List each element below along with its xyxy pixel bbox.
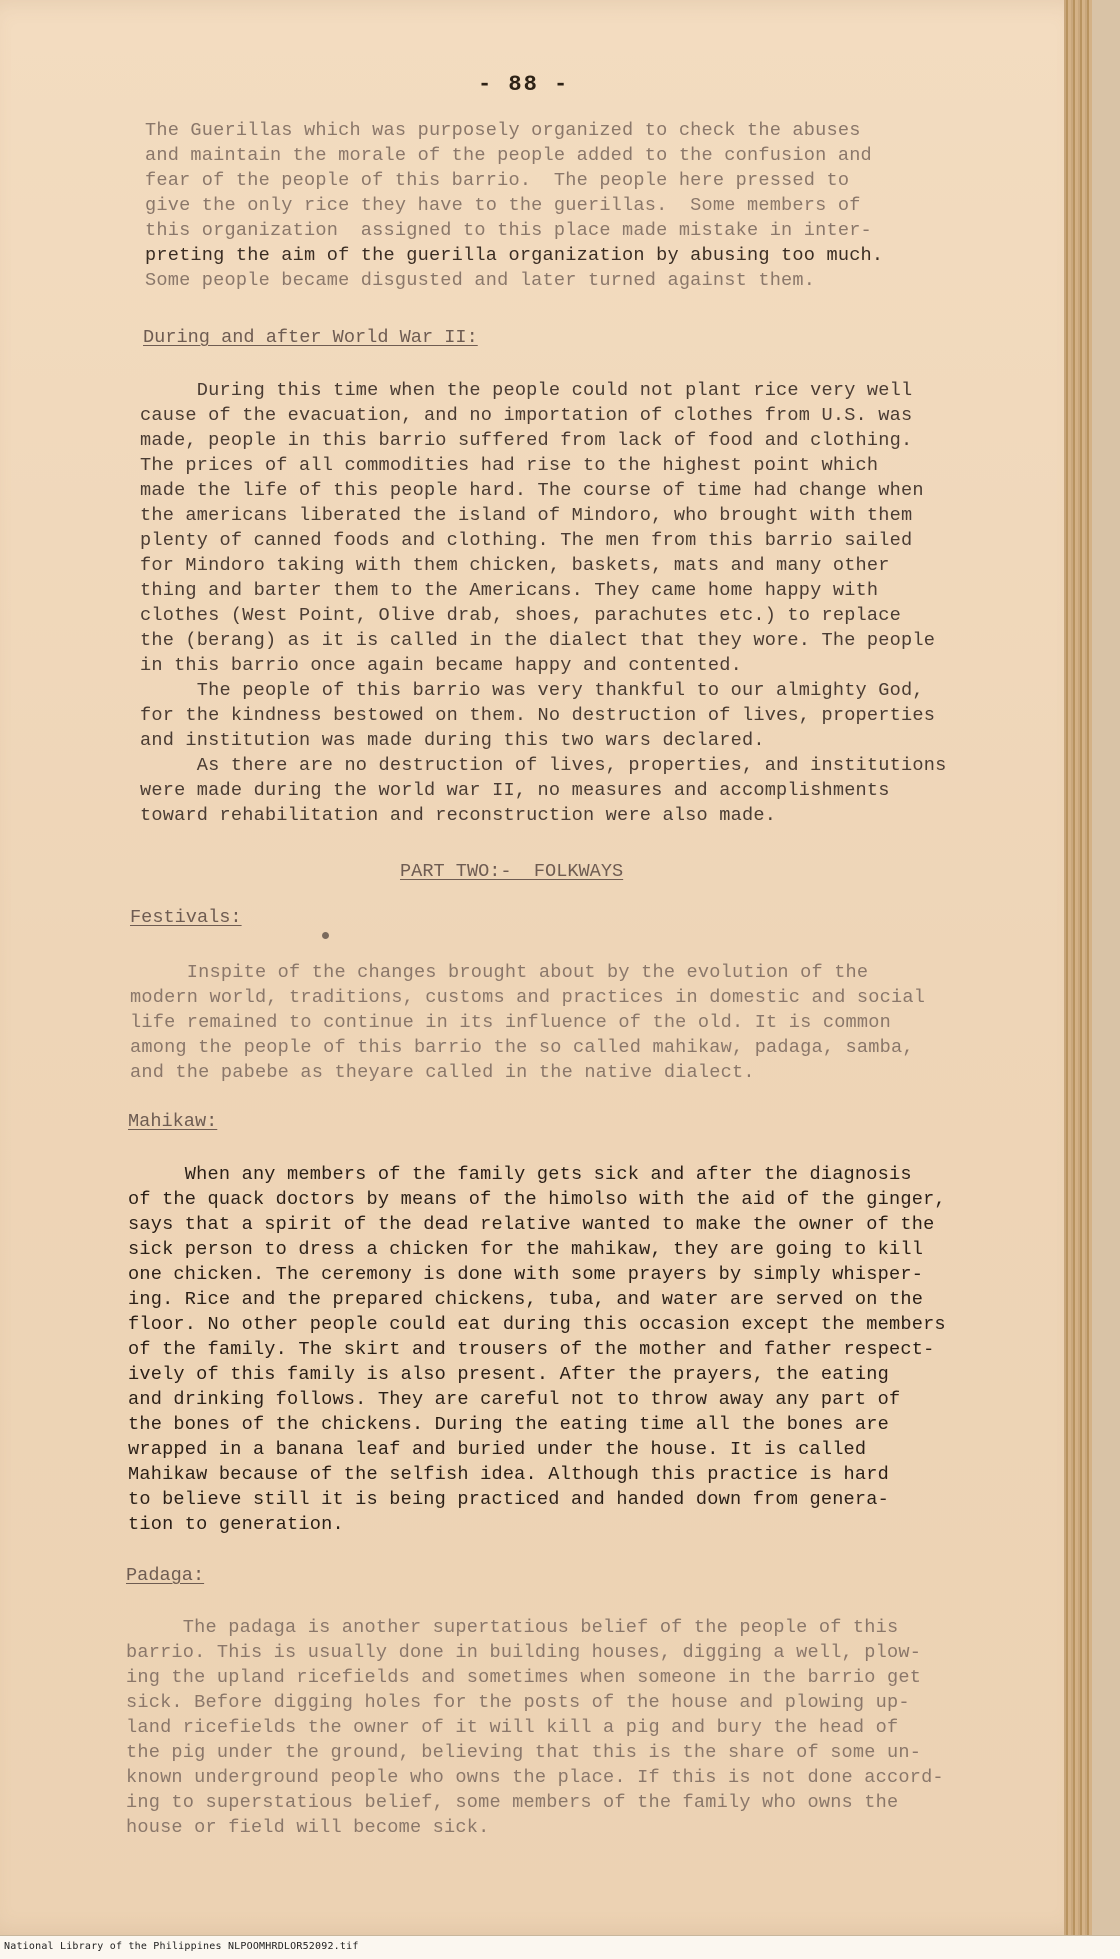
- paragraph-guerillas: [145, 118, 883, 293]
- text-line: give the only rice they have to the guerillas. Some members of: [145, 195, 861, 216]
- text-line: ing the upland ricefields and sometimes when someone in the barrio get: [126, 1667, 922, 1688]
- text-line: and institution was made during this two wars declared.: [140, 730, 765, 751]
- text-line: to believe still it is being practiced and handed down from genera-: [128, 1489, 889, 1510]
- text-line: one chicken. The ceremony is done with some prayers by simply whisper-: [128, 1264, 924, 1285]
- text-line: wrapped in a banana leaf and buried under the house. It is called: [128, 1439, 867, 1460]
- text-line: Mahikaw because of the selfish idea. Although this practice is hard: [128, 1464, 889, 1485]
- text-line: of the family. The skirt and trousers of the mother and father respect-: [128, 1339, 935, 1360]
- text-line: among the people of this barrio the so called mahikaw, padaga, samba,: [130, 1037, 914, 1058]
- text-line: for the kindness bestowed on them. No destruction of lives, properties: [140, 705, 936, 726]
- text-line: The padaga is another supertatious belief of the people of this: [126, 1617, 899, 1638]
- text-line: clothes (West Point, Olive drab, shoes, parachutes etc.) to replace: [140, 605, 901, 626]
- text-line: of the quack doctors by means of the himolso with the aid of the ginger,: [128, 1189, 946, 1210]
- text-line: made, people in this barrio suffered from lack of food and clothing.: [140, 430, 913, 451]
- part-two-heading: PART TWO:- FOLKWAYS: [400, 861, 624, 882]
- text-line: ing. Rice and the prepared chickens, tuba, and water are served on the: [128, 1289, 924, 1310]
- text-line: ing to superstatious belief, some members of the family who owns the: [126, 1792, 899, 1813]
- text-line: the americans liberated the island of Mindoro, who brought with them: [140, 505, 913, 526]
- text-line: barrio. This is usually done in building houses, digging a well, plow-: [126, 1642, 922, 1663]
- text-line: Some people became disgusted and later turned against them.: [145, 270, 816, 291]
- text-line: for Mindoro taking with them chicken, baskets, mats and many other: [140, 555, 890, 576]
- section-heading-padaga: Padaga:: [126, 1565, 205, 1586]
- text-line: Inspite of the changes brought about by the evolution of the: [130, 962, 869, 983]
- text-line: life remained to continue in its influence of the old. It is common: [130, 1012, 891, 1033]
- text-line: were made during the world war II, no measures and accomplishments: [140, 780, 890, 801]
- text-line: sick. Before digging holes for the posts of the house and plowing up-: [126, 1692, 910, 1713]
- text-line: preting the aim of the guerilla organization by abusing too much.: [145, 245, 884, 266]
- page-binding-edge: [1064, 0, 1092, 1935]
- section-heading-mahikaw: Mahikaw:: [128, 1111, 218, 1132]
- text-line: the pig under the ground, believing that this is the share of some un-: [126, 1742, 922, 1763]
- section-heading-ww2: During and after World War II:: [143, 327, 478, 348]
- text-line: toward rehabilitation and reconstruction were also made.: [140, 805, 777, 826]
- text-line: As there are no destruction of lives, properties, and institutions: [140, 755, 947, 776]
- text-line: in this barrio once again became happy and contented.: [140, 655, 742, 676]
- text-line: the bones of the chickens. During the eating time all the bones are: [128, 1414, 889, 1435]
- text-line: thing and barter them to the Americans. They came home happy with: [140, 580, 879, 601]
- text-line: cause of the evacuation, and no importation of clothes from U.S. was: [140, 405, 913, 426]
- page-number: - 88 -: [478, 72, 570, 97]
- text-line: sick person to dress a chicken for the mahikaw, they are going to kill: [128, 1239, 924, 1260]
- text-line: The prices of all commodities had rise to the highest point which: [140, 455, 879, 476]
- text-line: fear of the people of this barrio. The people here pressed to: [145, 170, 850, 191]
- text-line: ively of this family is also present. After the prayers, the eating: [128, 1364, 889, 1385]
- text-line: and drinking follows. They are careful not to throw away any part of: [128, 1389, 901, 1410]
- text-line: land ricefields the owner of it will kill a pig and bury the head of: [126, 1717, 899, 1738]
- text-line: and maintain the morale of the people added to the confusion and: [145, 145, 872, 166]
- text-line: The Guerillas which was purposely organized to check the abuses: [145, 120, 861, 141]
- text-line: house or field will become sick.: [126, 1817, 490, 1838]
- text-line: floor. No other people could eat during this occasion except the members: [128, 1314, 946, 1335]
- section-heading-festivals: Festivals:: [130, 907, 242, 928]
- text-line: this organization assigned to this place made mistake in inter-: [145, 220, 872, 241]
- ink-dot: [322, 932, 329, 939]
- paragraph-ww2: [140, 378, 946, 828]
- paragraph-mahikaw: [128, 1162, 946, 1537]
- text-line: plenty of canned foods and clothing. The men from this barrio sailed: [140, 530, 913, 551]
- text-line: known underground people who owns the place. If this is not done accord-: [126, 1767, 944, 1788]
- text-line: During this time when the people could not plant rice very well: [140, 380, 913, 401]
- text-line: The people of this barrio was very thankful to our almighty God,: [140, 680, 924, 701]
- paragraph-festivals: [130, 960, 925, 1085]
- scan-footer: [0, 1935, 1120, 1959]
- paragraph-padaga: [126, 1615, 944, 1840]
- text-line: the (berang) as it is called in the dialect that they wore. The people: [140, 630, 936, 651]
- text-line: When any members of the family gets sick and after the diagnosis: [128, 1164, 912, 1185]
- text-line: tion to generation.: [128, 1514, 344, 1535]
- text-line: modern world, traditions, customs and practices in domestic and social: [130, 987, 926, 1008]
- text-line: made the life of this people hard. The course of time had change when: [140, 480, 924, 501]
- footer-caption: National Library of the Philippines NLPOOMHRDLOR52092.tif: [4, 1941, 359, 1952]
- text-line: says that a spirit of the dead relative wanted to make the owner of the: [128, 1214, 935, 1235]
- text-line: and the pabebe as theyare called in the native dialect.: [130, 1062, 755, 1083]
